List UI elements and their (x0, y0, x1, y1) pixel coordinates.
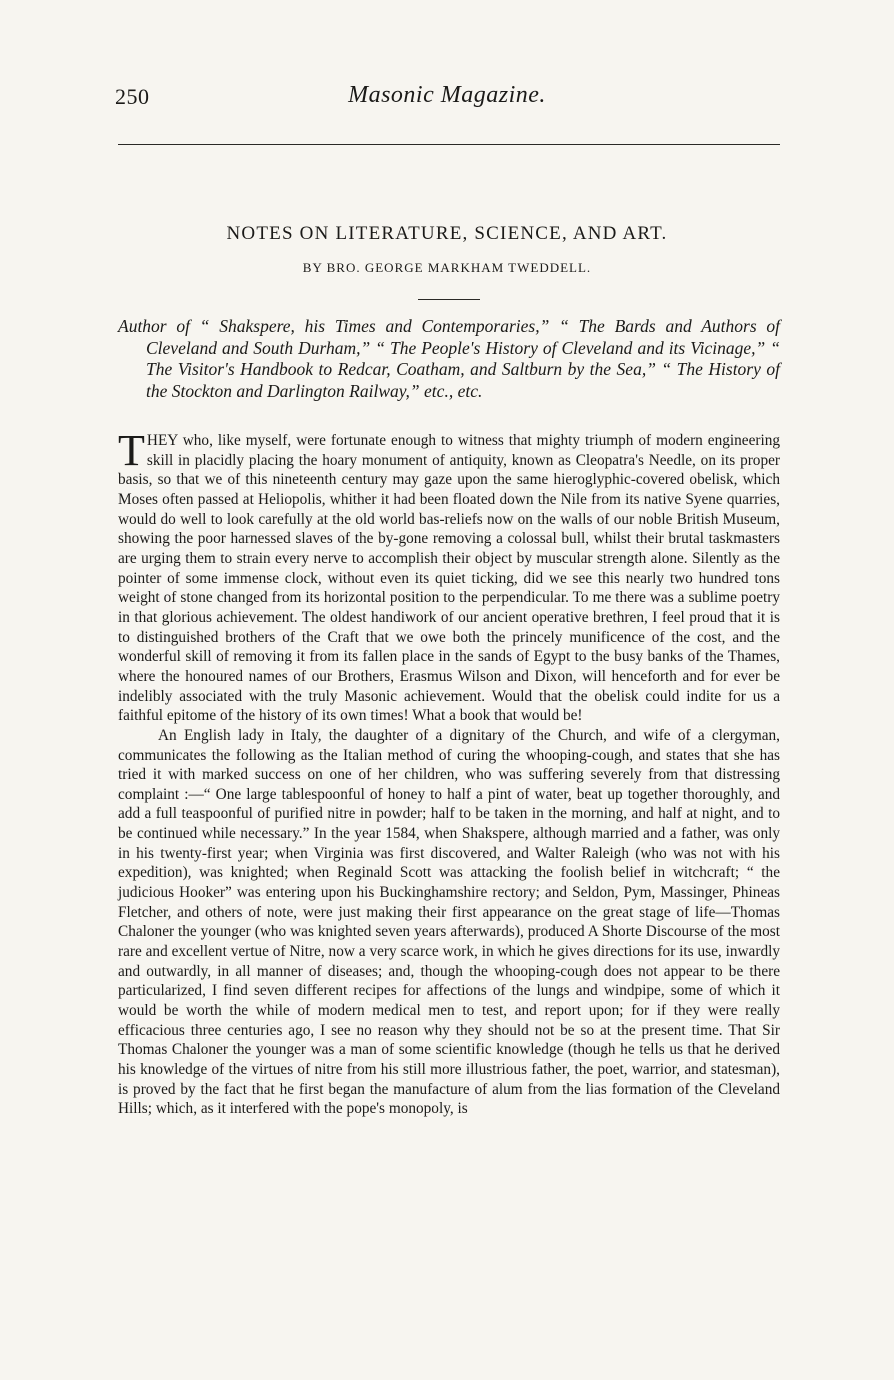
title-divider (418, 299, 480, 300)
author-works: Author of “ Shakspere, his Times and Contemporaries,” “ The Bards and Authors of Cleveland and South Durham,” “ The People's History of Cleveland and its Vicinage,” “ The Visitor's Handbook to Redcar, Coatham, and Saltburn by the Sea,” “ The History of the Stockton and Darlington Railway,” etc., etc. (118, 316, 780, 401)
byline: BY BRO. GEORGE MARKHAM TWEDDELL. (302, 260, 592, 275)
header-rule (118, 144, 780, 145)
article-title: NOTES ON LITERATURE, SCIENCE, AND ART. (226, 223, 668, 244)
drop-cap: T (118, 426, 145, 475)
paragraph-1-text: HEY who, like myself, were fortunate enough to witness that mighty triumph of modern engineering skill in placidly placing the hoary monument of antiquity, known as Cleopatra's Needle, on its proper basis, so that we of this nineteenth century may gaze upon the same hieroglyphic-covered obelisk, which Moses often passed at Heliopolis, whither it had been floated down the Nile from its native Syene quarries, would do well to look carefully at the old world bas-reliefs now on the walls of our noble British Museum, showing the poor harnessed slaves of the by-gone removing a colossal bull, whilst their brutal taskmasters are urging them to strain every nerve to accomplish their object by muscular strength alone. Silently as the pointer of some immense clock, without even its quiet ticking, did we see this nearly two hundred tons weight of stone changed from its horizontal position to the perpendicular. To me there was a sublime poetry in that glorious achievement. The oldest handiwork of our ancient operative brethren, I feel proud that it is to distinguished brothers of the Craft that we owe both the princely munificence of the cost, and the wonderful skill of removing it from its fallen place in the sands of Egypt to the busy banks of the Thames, where the honoured names of our Brothers, Erasmus Wilson and Dixon, will henceforth and for ever be indelibly associated with the truly Masonic achievement. Would that the obelisk could indite for us a faithful epitome of the history of its own times! What a book that would be! (118, 432, 780, 725)
article-body (118, 426, 780, 1119)
paragraph-2: An English lady in Italy, the daughter of a dignitary of the Church, and wife of a clergyman, communicates the following as the Italian method of curing the whooping-cough, and states that she has tried it with marked success on one of her children, who was suffering severely from that distressing complaint :—“ One large tablespoonful of honey to half a pint of water, beat up together thoroughly, and add a full teaspoonful of purified nitre in powder; half to be taken in the morning, and half at night, and to be continued while necessary.” In the year 1584, when Shakspere, although married and a father, was only in his twenty-first year; when Virginia was first discovered, and Walter Raleigh (who was not with his expedition), was knighted; when Reginald Scott was attacking the foolish belief in witchcraft; “ the judicious Hooker” was entering upon his Buckinghamshire rectory; and Seldon, Pym, Massinger, Phineas Fletcher, and others of note, were just making their first appearance on the great stage of life—Thomas Chaloner the younger (who was knighted seven years afterwards), produced A Shorte Discourse of the most rare and excellent vertue of Nitre, now a very scarce work, in which he gives directions for its use, inwardly and outwardly, in all manner of diseases; and, though the whooping-cough does not appear to be there particularized, I find seven different recipes for affections of the lungs and windpipe, some of which it would be worth the while of modern medical men to test, and report upon; for if they were really efficacious three centuries ago, I see no reason why they should not be so at the present time. That Sir Thomas Chaloner the younger was a man of some scientific knowledge (though he tells us that he derived his knowledge of the virtues of nitre from his still more illustrious father, the poet, warrior, and statesman), is proved by the fact that he first began the manufacture of alum from the lias formation of the Cleveland Hills; which, as it interfered with the pope's monopoly, is (118, 726, 780, 1118)
page-number: 250 (115, 84, 150, 109)
paragraph-1 (118, 426, 780, 726)
running-title: Masonic Magazine. (348, 82, 546, 108)
